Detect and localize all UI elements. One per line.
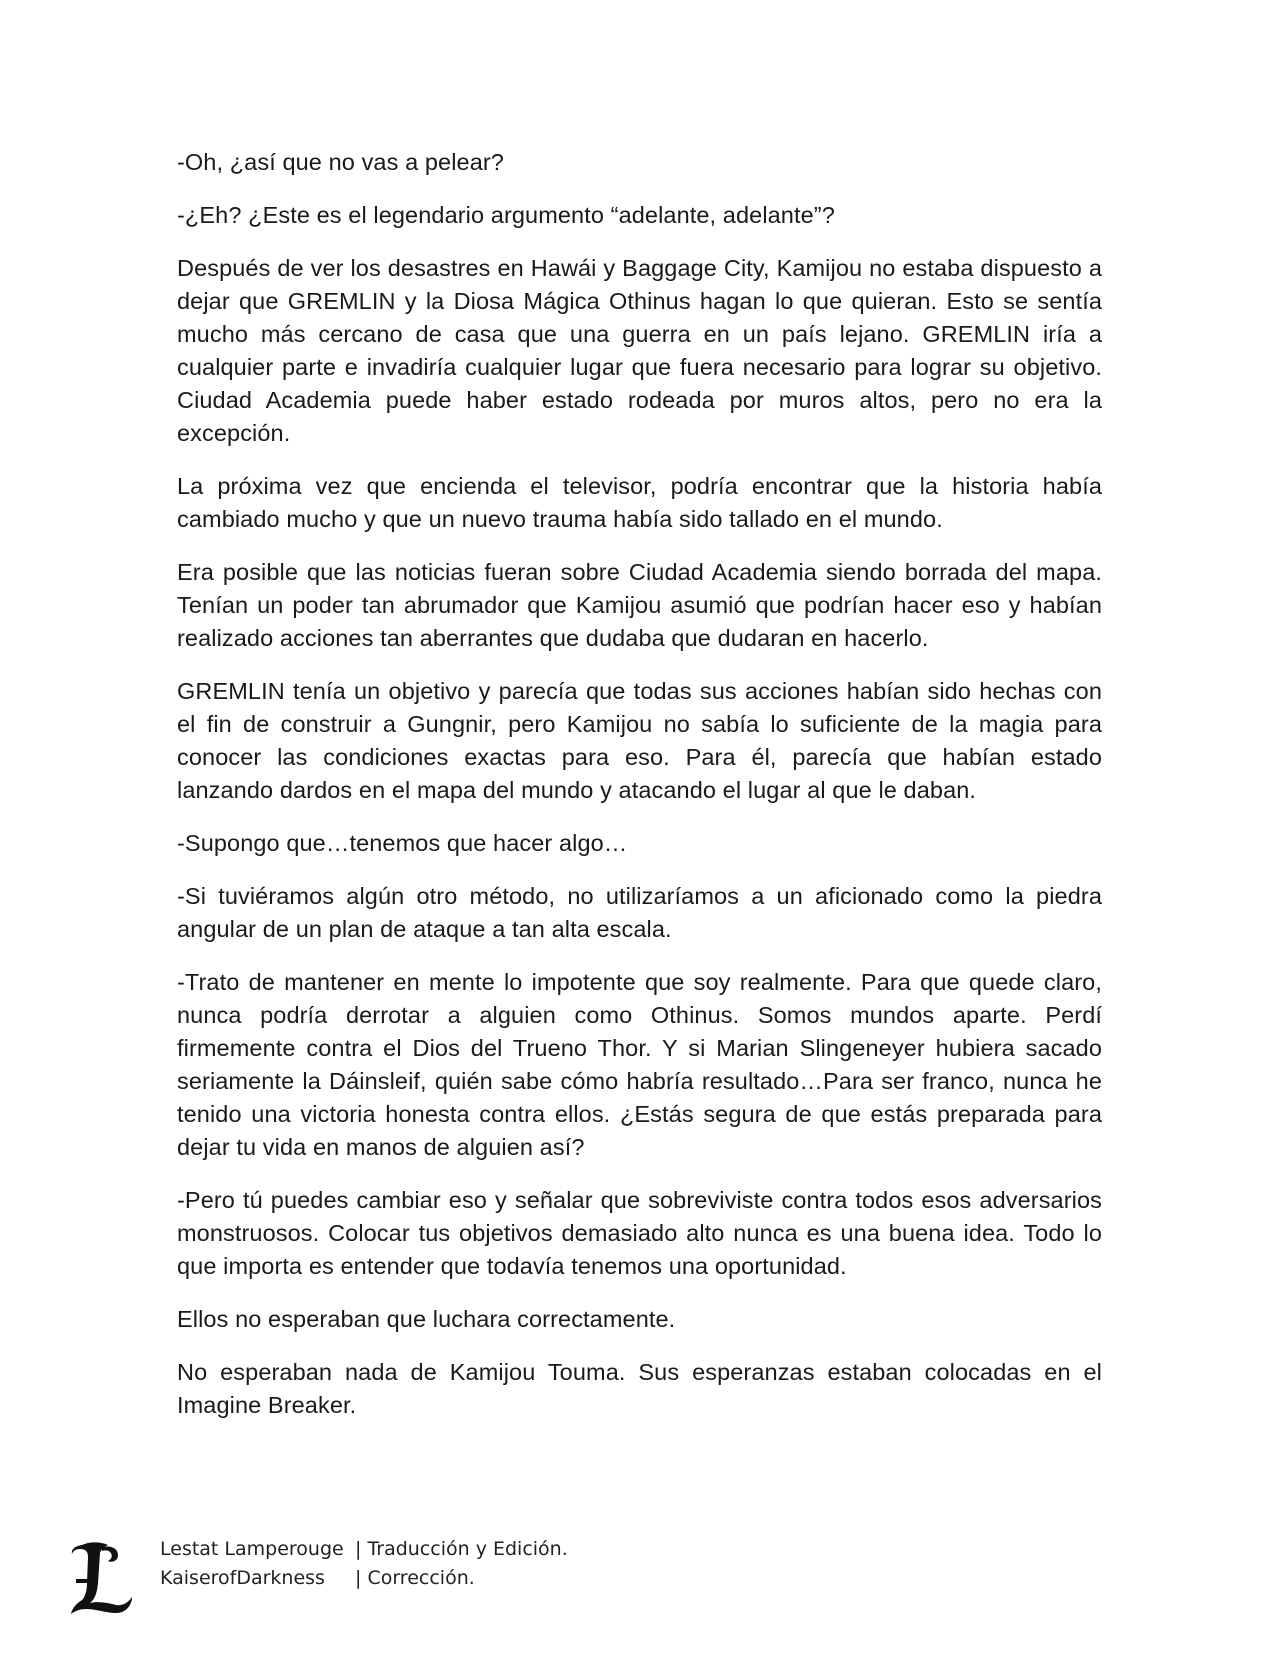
credit-line <box>160 1535 568 1564</box>
paragraph-4: La próxima vez que encienda el televisor, podría encontrar que la historia había cambiado mucho y que un nuevo trauma había sido tallado en el mundo. <box>177 473 1102 532</box>
credit-name: KaiserofDarkness <box>160 1567 325 1589</box>
paragraph-7: -Supongo que…tenemos que hacer algo… <box>177 830 628 856</box>
credit-line <box>160 1564 568 1593</box>
credits <box>160 1535 568 1593</box>
paragraph-11: Ellos no esperaban que luchara correctamente. <box>177 1306 676 1332</box>
credit-name: Lestat Lamperouge <box>160 1538 344 1560</box>
paragraph-1: -Oh, ¿así que no vas a pelear? <box>177 149 504 175</box>
paragraph-8: -Si tuviéramos algún otro método, no utilizaríamos a un aficionado como la piedra angular de un plan de ataque a tan alta escala. <box>177 883 1102 942</box>
page-footer <box>60 1535 760 1615</box>
paragraph-6: GREMLIN tenía un objetivo y parecía que todas sus acciones habían sido hechas con el fin de construir a Gungnir, pero Kamijou no sabía lo suficiente de la magia para conocer las condiciones exactas para eso. Para él, parecía que habían estado lanzando dardos en el mapa del mundo y atacando el lugar al que le daban. <box>177 678 1102 803</box>
credit-role: | Corrección. <box>355 1567 475 1589</box>
credit-role: | Traducción y Edición. <box>355 1538 568 1560</box>
paragraph-12: No esperaban nada de Kamijou Touma. Sus esperanzas estaban colocadas en el Imagine Breaker. <box>177 1359 1102 1418</box>
paragraph-2: -¿Eh? ¿Este es el legendario argumento “adelante, adelante”? <box>177 202 835 228</box>
paragraph-9: -Trato de mantener en mente lo impotente que soy realmente. Para que quede claro, nunca podría derrotar a alguien como Othinus. Somos mundos aparte. Perdí firmemente contra el Dios del Trueno Thor. Y si Marian Slingeneyer hubiera sacado seriamente la Dáinsleif, quién sabe cómo habría resultado…Para ser franco, nunca he tenido una victoria honesta contra ellos. ¿Estás segura de que estás preparada para dejar tu vida en manos de alguien así? <box>177 969 1102 1160</box>
paragraph-5: Era posible que las noticias fueran sobre Ciudad Academia siendo borrada del mapa. Tenían un poder tan abrumador que Kamijou asumió que podrían hacer eso y habían realizado acciones tan aberrantes que dudaba que dudaran en hacerlo. <box>177 559 1102 651</box>
gothic-letter-l-logo-icon <box>68 1539 138 1615</box>
document-body <box>177 146 1102 1442</box>
paragraph-10: -Pero tú puedes cambiar eso y señalar que sobreviviste contra todos esos adversarios monstruosos. Colocar tus objetivos demasiado alto nunca es una buena idea. Todo lo que importa es entender que todavía tenemos una oportunidad. <box>177 1187 1102 1279</box>
paragraph-3: Después de ver los desastres en Hawái y Baggage City, Kamijou no estaba dispuesto a dejar que GREMLIN y la Diosa Mágica Othinus hagan lo que quieran. Esto se sentía mucho más cercano de casa que una guerra en un país lejano. GREMLIN iría a cualquier parte e invadiría cualquier lugar que fuera necesario para lograr su objetivo. Ciudad Academia puede haber estado rodeada por muros altos, pero no era la excepción. <box>177 255 1102 446</box>
